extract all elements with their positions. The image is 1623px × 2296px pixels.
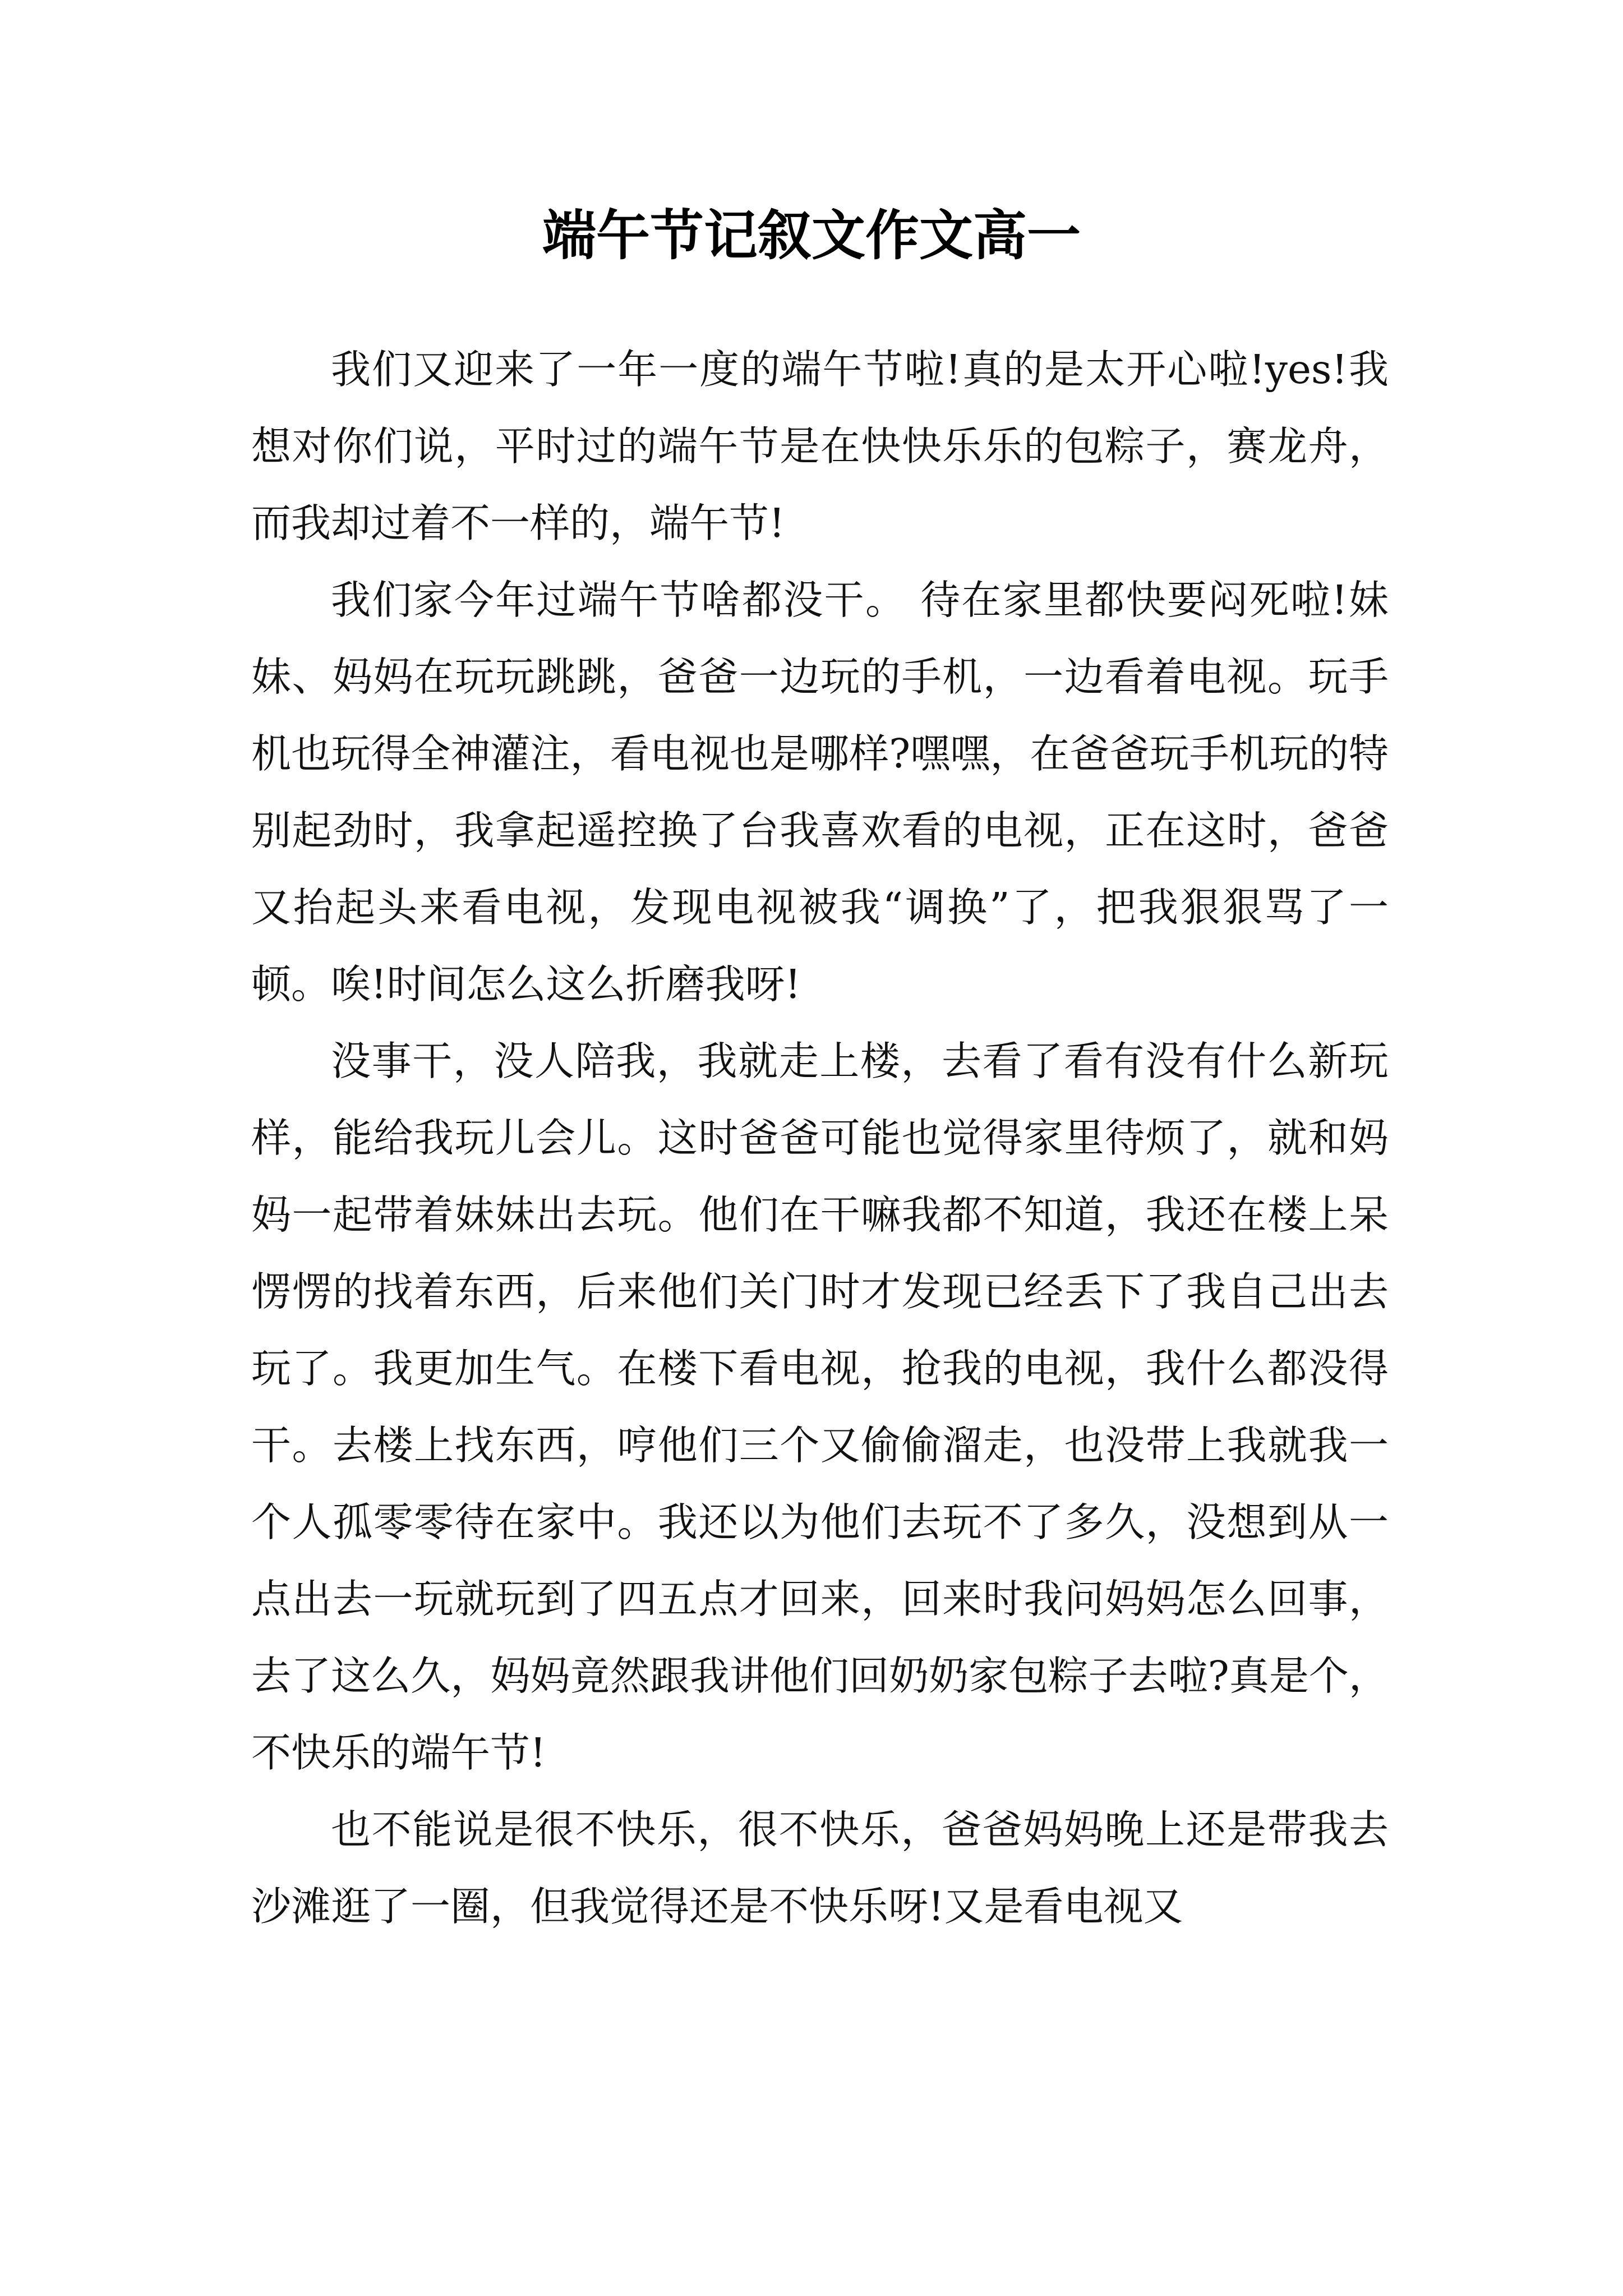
paragraph-3: 没事干，没人陪我，我就走上楼，去看了看有没有什么新玩样，能给我玩儿会儿。这时爸爸可能也觉得家里待烦了，就和妈妈一起带着妹妹出去玩。他们在干嘛我都不知道，我还在楼上呆愣愣的找着东西，后来他们关门时才发现已经丢下了我自己出去玩了。我更加生气。在楼下看电视，抢我的电视，我什么都没得干。去楼上找东西，哼他们三个又偷偷溜走，也没带上我就我一个人孤零零待在家中。我还以为他们去玩不了多久，没想到从一点出去一玩就玩到了四五点才回来，回来时我问妈妈怎么回事，去了这么久，妈妈竟然跟我讲他们回奶奶家包粽子去啦?真是个，不快乐的端午节! [251, 1038, 1389, 1776]
paragraph-1: 我们又迎来了一年一度的端午节啦!真的是太开心啦!yes!我想对你们说，平时过的端午节是在快快乐乐的包粽子，赛龙舟，而我却过着不一样的，端午节! [251, 346, 1389, 546]
paragraph-2: 我们家今年过端午节啥都没干。 待在家里都快要闷死啦!妹妹、妈妈在玩玩跳跳，爸爸一边玩的手机，一边看着电视。玩手机也玩得全神灌注，看电视也是哪样?嘿嘿，在爸爸玩手机玩的特别起劲时，我拿起遥控换了台我喜欢看的电视，正在这时，爸爸又抬起头来看电视，发现电视被我“调换”了，把我狠狠骂了一顿。唉!时间怎么这么折磨我呀! [251, 577, 1389, 1007]
document-title: 端午节记叙文作文高一 [542, 204, 1081, 267]
paragraph-4: 也不能说是很不快乐，很不快乐，爸爸妈妈晚上还是带我去沙滩逛了一圈，但我觉得还是不快乐呀!又是看电视又 [251, 1806, 1389, 1930]
document-body [251, 331, 1389, 1945]
